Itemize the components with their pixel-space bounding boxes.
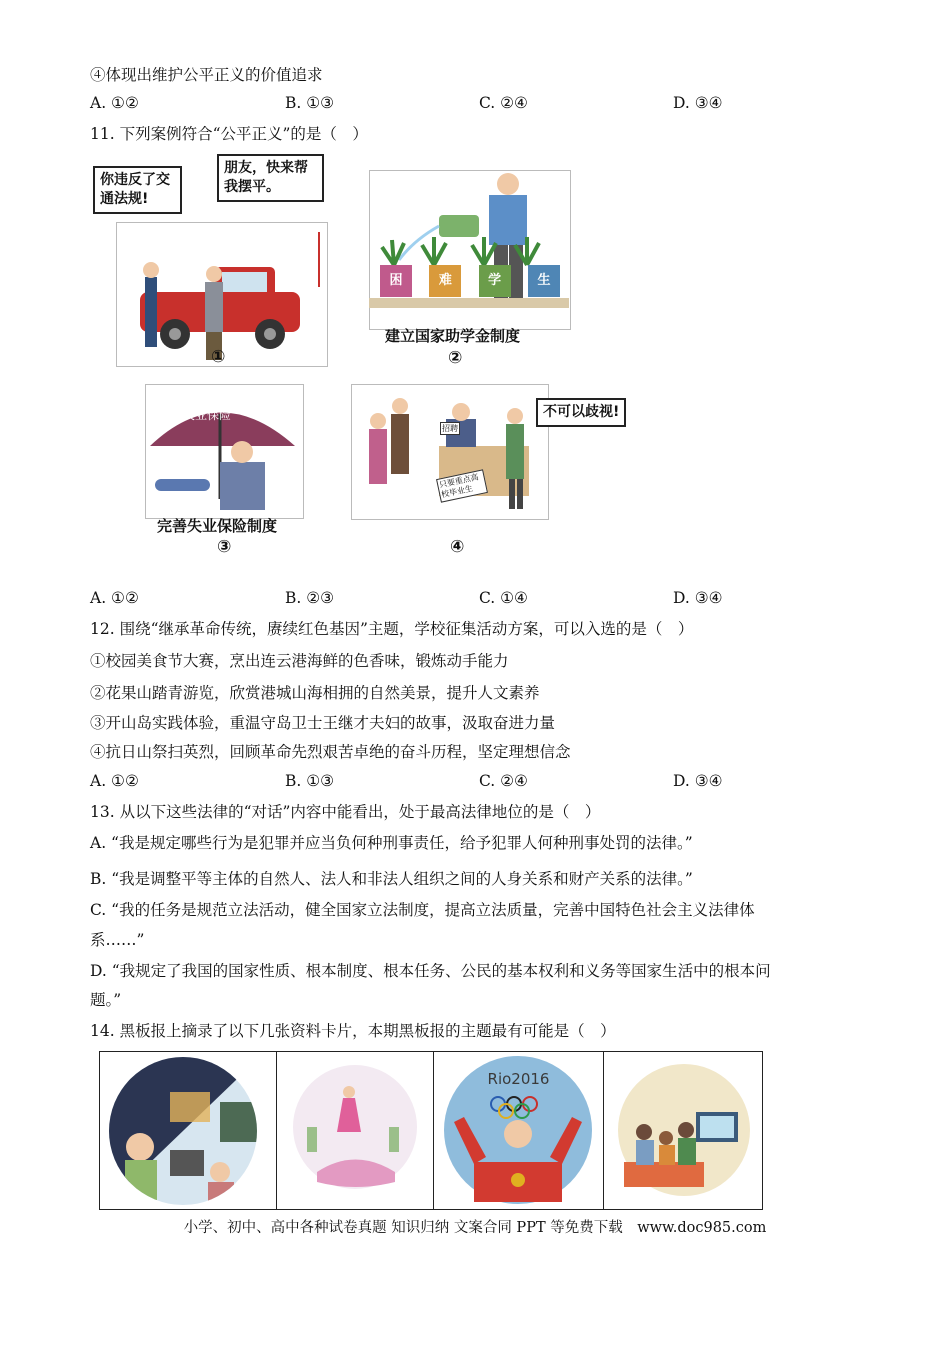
family-tv-illustration bbox=[604, 1052, 762, 1209]
q12-item-4: ④抗日山祭扫英烈，回顾革命先烈艰苦卓绝的奋斗历程，坚定理想信念 bbox=[90, 743, 571, 761]
rio-logo-text: Rio2016 bbox=[487, 1070, 550, 1088]
q11-figure-2 bbox=[364, 168, 574, 370]
umbrella-illustration bbox=[145, 384, 302, 517]
q12-item-1: ①校园美食节大赛，烹出连云港海鲜的色香味，锻炼动手能力 bbox=[90, 652, 509, 670]
q10-item-4: ④体现出维护公平正义的价值追求 bbox=[90, 66, 323, 84]
q11-options bbox=[90, 589, 790, 609]
q12-option-c: C. ②④ bbox=[479, 772, 528, 790]
q11-option-c: C. ①④ bbox=[479, 589, 528, 607]
card-1 bbox=[100, 1052, 277, 1209]
page-footer: 小学、初中、高中各种试卷真题 知识归纳 文案合同 PPT 等免费下载 www.doc985.com bbox=[183, 1220, 767, 1236]
q11-stem: 11. 下列案例符合“公平正义”的是（ ） bbox=[90, 125, 368, 143]
q11-option-d: D. ③④ bbox=[673, 589, 723, 607]
q10-options bbox=[90, 94, 790, 114]
car-scene-illustration bbox=[120, 232, 325, 362]
flower-pots bbox=[380, 265, 560, 301]
card-2 bbox=[277, 1052, 434, 1209]
watering-plants-illustration bbox=[369, 170, 569, 328]
q11-figure-1 bbox=[90, 152, 335, 372]
q10-option-b: B. ①③ bbox=[285, 94, 335, 112]
pot-label: 生 bbox=[528, 265, 560, 297]
q11-figure-3 bbox=[143, 382, 308, 562]
q13-option-c-line1: C. “我的任务是规范立法活动，健全国家立法制度，提高立法质量，完善中国特色社会主义法律体 bbox=[90, 901, 755, 919]
card-3 bbox=[434, 1052, 604, 1209]
speech-bubble-applicant: 不可以歧视! bbox=[536, 398, 626, 427]
q13-option-d-line1: D. “我规定了我国的国家性质、根本制度、根本任务、公民的基本权利和义务等国家生活中的根本问 bbox=[90, 962, 771, 980]
decorative-edge bbox=[318, 232, 330, 287]
umbrella-label: 失业保险 bbox=[183, 408, 232, 422]
q12-option-d: D. ③④ bbox=[673, 772, 723, 790]
q12-option-b: B. ①③ bbox=[285, 772, 335, 790]
figure-number-3: ③ bbox=[217, 537, 232, 557]
q11-figure-4 bbox=[350, 382, 640, 562]
figure-number-2: ② bbox=[448, 348, 463, 368]
figure-number-4: ④ bbox=[450, 537, 465, 557]
q12-option-a: A. ①② bbox=[90, 772, 139, 790]
q13-option-b: B. “我是调整平等主体的自然人、法人和非法人组织之间的人身关系和财产关系的法律。” bbox=[90, 870, 693, 888]
q14-card-table bbox=[99, 1051, 763, 1210]
card-4 bbox=[604, 1052, 762, 1209]
desk-sign: 招聘 bbox=[442, 424, 458, 433]
q10-option-a: A. ①② bbox=[90, 94, 139, 112]
speech-bubble-police: 你违反了交通法规! bbox=[93, 166, 182, 214]
q12-item-2: ②花果山踏青游览，欣赏港城山海相拥的自然美景，提升人文素养 bbox=[90, 684, 540, 702]
q10-option-c: C. ②④ bbox=[479, 94, 528, 112]
table-sign: 只要重点高校毕业生 bbox=[436, 469, 488, 502]
q13-option-c-line2: 系……” bbox=[90, 931, 145, 949]
pot-label: 困 bbox=[380, 265, 412, 297]
q10-option-d: D. ③④ bbox=[673, 94, 723, 112]
figure-number-1: ① bbox=[211, 347, 226, 367]
q11-option-a: A. ①② bbox=[90, 589, 139, 607]
figure-caption-2: 建立国家助学金制度 bbox=[385, 327, 521, 345]
pot-label: 学 bbox=[479, 265, 511, 297]
office-night-illustration bbox=[100, 1052, 276, 1209]
q12-options bbox=[90, 772, 790, 792]
fashion-show-illustration bbox=[277, 1052, 433, 1209]
q12-stem: 12. 围绕“继承革命传统，赓续红色基因”主题，学校征集活动方案，可以入选的是（ ） bbox=[90, 620, 694, 638]
speech-bubble-driver: 朋友，快来帮我摆平。 bbox=[217, 154, 324, 202]
q14-stem: 14. 黑板报上摘录了以下几张资料卡片，本期黑板报的主题最有可能是（ ） bbox=[90, 1022, 616, 1040]
pot-label: 难 bbox=[429, 265, 461, 297]
q13-stem: 13. 从以下这些法律的“对话”内容中能看出，处于最高法律地位的是（ ） bbox=[90, 803, 601, 821]
q13-option-d-line2: 题。” bbox=[90, 991, 122, 1009]
q12-item-3: ③开山岛实践体验，重温守岛卫士王继才夫妇的故事，汲取奋进力量 bbox=[90, 714, 556, 732]
figure-caption-3: 完善失业保险制度 bbox=[157, 517, 278, 535]
q11-option-b: B. ②③ bbox=[285, 589, 335, 607]
q13-option-a: A. “我是规定哪些行为是犯罪并应当负何种刑事责任，给予犯罪人何种刑事处罚的法律。” bbox=[90, 834, 693, 852]
